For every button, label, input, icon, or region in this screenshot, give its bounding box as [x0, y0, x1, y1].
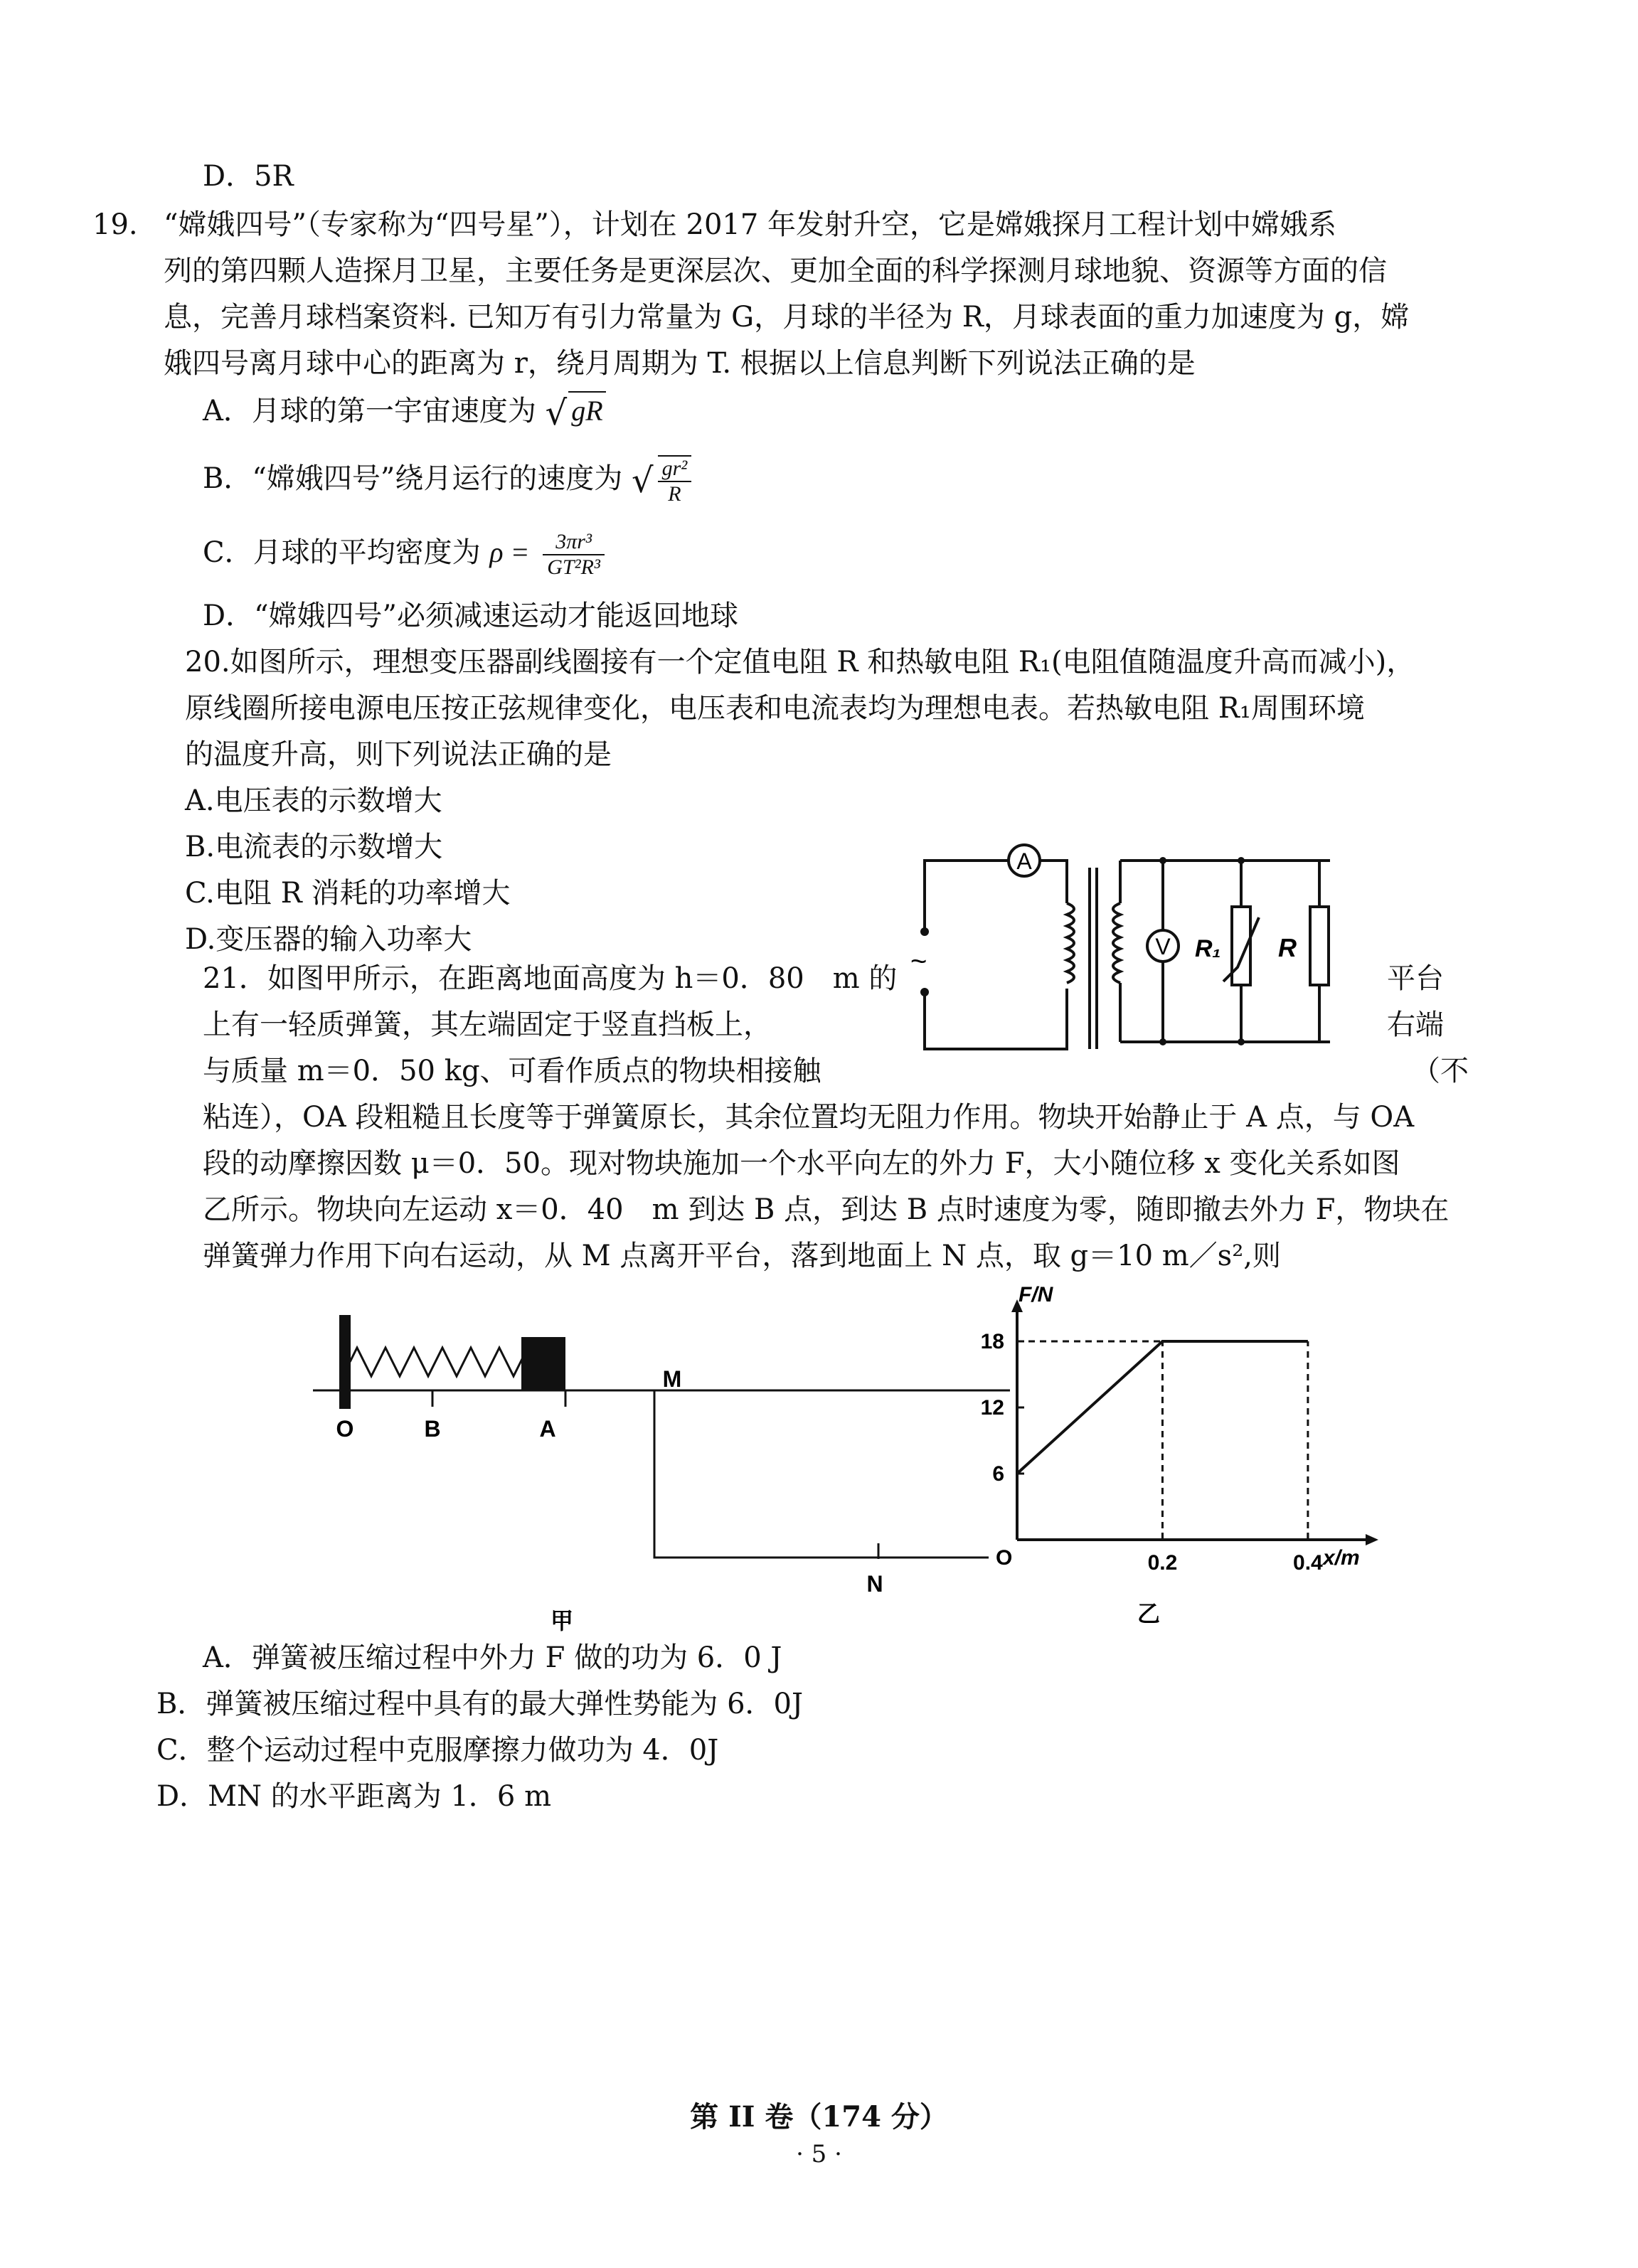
q19-stem-line-3: 息，完善月球档案资料. 已知万有引力常量为 G，月球的半径为 R，月球表面的重力加速度为 g，嫦 [164, 301, 1410, 334]
q19-option-d: D．“嫦娥四号”必须减速运动才能返回地球 [203, 600, 738, 632]
q21-line-5: 段的动摩擦因数 μ＝0．50。现对物块施加一个水平向左的外力 F，大小随位移 x 变化关系如图 [203, 1147, 1400, 1180]
source-terminal-bottom [920, 988, 929, 996]
voltmeter-label: V [1155, 934, 1171, 959]
page-number: · 5 · [796, 2140, 842, 2168]
y-tick-label: 6 [992, 1462, 1004, 1486]
q20-stem-line-2: 原线圈所接电源电压按正弦规律变化，电压表和电流表均为理想电表。若热敏电阻 R₁周围环境 [185, 692, 1365, 725]
chart-origin-label: O [996, 1546, 1013, 1570]
q21-line-6: 乙所示。物块向左运动 x＝0．40 m 到达 B 点，到达 B 点时速度为零，随即撤去外力 F，物块在 [203, 1193, 1450, 1226]
chart-axes [1011, 1299, 1378, 1545]
q19-stem-line-2: 列的第四颗人造探月卫星，主要任务是更深层次、更加全面的科学探测月球地貌、资源等方面的信 [164, 255, 1387, 287]
point-n-label: N [866, 1571, 883, 1597]
q18-option-d: D．5R [203, 160, 294, 193]
q19-option-c-lhs: ρ = [489, 536, 530, 568]
q20-option-b: B.电流表的示数增大 [185, 831, 443, 863]
junction-node [1238, 1038, 1245, 1045]
x-tick-label: 0.2 [1147, 1551, 1178, 1575]
junction-node [1159, 857, 1166, 864]
q21-line-3: 与质量 m＝0．50 kg、可看作质点的物块相接触 [203, 1055, 821, 1087]
q19-option-b [203, 455, 696, 506]
q20-option-c: C.电阻 R 消耗的功率增大 [185, 877, 511, 910]
q21-line-2-tail: 右端 [1387, 1008, 1444, 1041]
q19-option-c [203, 530, 609, 580]
q21-line-1-tail: 平台 [1387, 962, 1444, 995]
transformer-circuit-diagram [903, 832, 1373, 1067]
chart-guides [1017, 1341, 1308, 1540]
ac-source-symbol: ~ [910, 946, 927, 977]
point-b-label: B [424, 1416, 441, 1442]
junction-node [1159, 1038, 1166, 1045]
q19-option-c-denominator: GT²R³ [547, 555, 600, 579]
q19-option-c-fraction [543, 530, 605, 580]
figure-yi-caption: 乙 [1137, 1601, 1161, 1627]
radical-sign: √ [545, 393, 568, 433]
radical-sign: √ [632, 461, 654, 501]
q19-option-b-text: B．“嫦娥四号”绕月运行的速度为 [203, 462, 623, 495]
q21-line-1: 21．如图甲所示，在距离地面高度为 h＝0．80 m 的 [203, 962, 898, 995]
figure-jia-caption: 甲 [550, 1608, 574, 1634]
q19-option-c-numerator: 3πr³ [543, 530, 605, 555]
section-heading: 第 II 卷（174 分） [690, 2100, 948, 2134]
q20-option-d: D.变压器的输入功率大 [185, 923, 472, 956]
q19-option-b-denominator: R [668, 482, 681, 506]
resistor-label: R [1278, 933, 1297, 962]
chart-ticks [981, 1330, 1323, 1575]
q19-number: 19. [92, 208, 138, 241]
point-o-label: O [336, 1416, 354, 1442]
q20-stem-line-1: 20.如图所示，理想变压器副线圈接有一个定值电阻 R 和热敏电阻 R₁(电阻值随温度升高而减小)， [185, 646, 1415, 678]
y-tick-label: 12 [980, 1396, 1004, 1420]
q21-line-7: 弹簧弹力作用下向右运动，从 M 点离开平台，落到地面上 N 点，取 g＝10 m／s²,则 [203, 1240, 1281, 1272]
q20-stem-line-3: 的温度升高，则下列说法正确的是 [185, 738, 612, 771]
q21-option-a: A．弹簧被压缩过程中外力 F 做的功为 6．0 J [203, 1641, 782, 1674]
thermistor-label: R₁ [1195, 935, 1221, 962]
q19-stem-line-4: 娥四号离月球中心的距离为 r，绕月周期为 T. 根据以上信息判断下列说法正确的是 [164, 347, 1196, 380]
q19-option-b-fraction [658, 455, 692, 506]
q19-stem-line-1: “嫦娥四号”（专家称为“四号星”），计划在 2017 年发射升空，它是嫦娥探月工程计划中嫦娥系 [164, 208, 1337, 241]
q19-option-b-numerator: gr² [658, 457, 692, 482]
block-icon [521, 1337, 565, 1390]
x-axis-arrow-icon [1366, 1534, 1378, 1545]
junction-node [1238, 857, 1245, 864]
figure-yi-chart [967, 1280, 1408, 1636]
q21-option-c: C．整个运动过程中克服摩擦力做功为 4．0J [156, 1734, 719, 1767]
q21-option-d: D．MN 的水平距离为 1．6 m [156, 1780, 551, 1813]
y-tick-label: 18 [980, 1330, 1004, 1353]
source-terminal-top [920, 927, 929, 936]
ammeter-label: A [1016, 848, 1032, 874]
q19-option-a-text: A．月球的第一宇宙速度为 [203, 395, 536, 427]
q21-option-b: B．弹簧被压缩过程中具有的最大弹性势能为 6．0J [156, 1688, 804, 1720]
q19-option-a [203, 391, 606, 432]
q21-line-3-tail: （不 [1412, 1055, 1469, 1087]
q21-line-2: 上有一轻质弹簧，其左端固定于竖直挡板上， [203, 1008, 772, 1041]
chart-y-axis-label: F/N [1019, 1283, 1053, 1306]
q21-line-4: 粘连），OA 段粗糙且长度等于弹簧原长，其余位置均无阻力作用。物块开始静止于 A 点，与 OA [203, 1101, 1415, 1134]
point-m-label: M [662, 1366, 682, 1392]
q19-option-c-text: C．月球的平均密度为 [203, 536, 481, 569]
chart-x-axis-label: x/m [1323, 1546, 1360, 1570]
figure-jia-platform [313, 1294, 1013, 1636]
q20-option-a: A.电压表的示数增大 [185, 784, 442, 817]
q19-option-a-expr: gR [568, 391, 605, 430]
point-a-label: A [539, 1416, 556, 1442]
x-tick-label: 0.4 [1293, 1551, 1323, 1575]
